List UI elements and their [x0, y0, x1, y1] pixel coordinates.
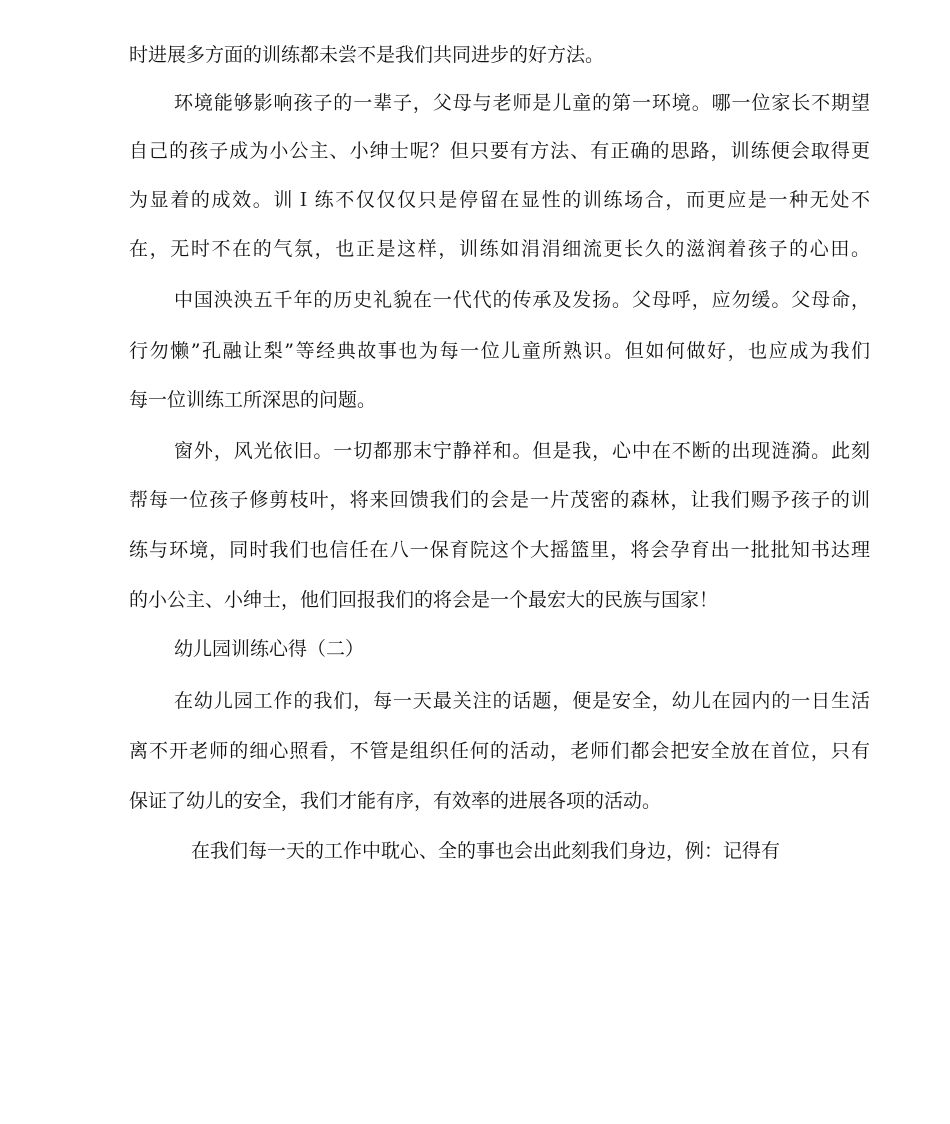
- paragraph-line: 帮每一位孩子修剪枝叶，将来回馈我们的会是一片茂密的森林，让我们赐予孩子的训: [129, 489, 870, 511]
- paragraph-line: 保证了幼儿的安全，我们才能有序，有效率的进展各项的活动。: [129, 790, 662, 812]
- paragraph-line: 在，无时不在的气氛，也正是这样，训练如涓涓细流更长久的滋润着孩子的心田。: [129, 238, 870, 260]
- paragraph-line: 窗外，风光依旧。一切都那末宁静祥和。但是我，心中在不断的出现涟漪。此刻: [174, 440, 870, 462]
- paragraph-line: 行勿懒”孔融让梨”等经典故事也为每一位儿童所熟识。但如何做好，也应成为我们: [129, 340, 870, 362]
- text-line: 时进展多方面的训练都未尝不是我们共同进步的好方法。: [129, 44, 605, 66]
- paragraph-line: 环境能够影响孩子的一辈子，父母与老师是儿童的第一环境。哪一位家长不期望: [174, 92, 870, 114]
- paragraph-line: 的小公主、小绅士，他们回报我们的将会是一个最宏大的民族与国家！: [129, 589, 719, 611]
- paragraph-line: 中国泱泱五千年的历史礼貌在一代代的传承及发扬。父母呼，应勿缓。父母命，: [174, 289, 870, 311]
- paragraph-line: 在我们每一天的工作中耽心、全的事也会出此刻我们身边，例：记得有: [191, 840, 781, 862]
- paragraph-line: 离不开老师的细心照看，不管是组织任何的活动，老师们都会把安全放在首位，只有: [129, 740, 870, 762]
- paragraph-line: 在幼儿园工作的我们，每一天最关注的话题，便是安全，幼儿在园内的一日生活: [174, 690, 870, 712]
- paragraph-line: 练与环境，同时我们也信任在八一保育院这个大摇篮里，将会孕育出一批批知书达理: [129, 539, 870, 561]
- paragraph-line: 每一位训练工所深思的问题。: [129, 389, 377, 411]
- paragraph-line: 自己的孩子成为小公主、小绅士呢？但只要有方法、有正确的思路，训练便会取得更: [129, 140, 870, 162]
- paragraph-line: 为显着的成效。训Ｉ练不仅仅仅只是停留在显性的训练场合，而更应是一种无处不: [129, 189, 870, 211]
- section-heading: 幼儿园训练心得（二）: [174, 638, 365, 660]
